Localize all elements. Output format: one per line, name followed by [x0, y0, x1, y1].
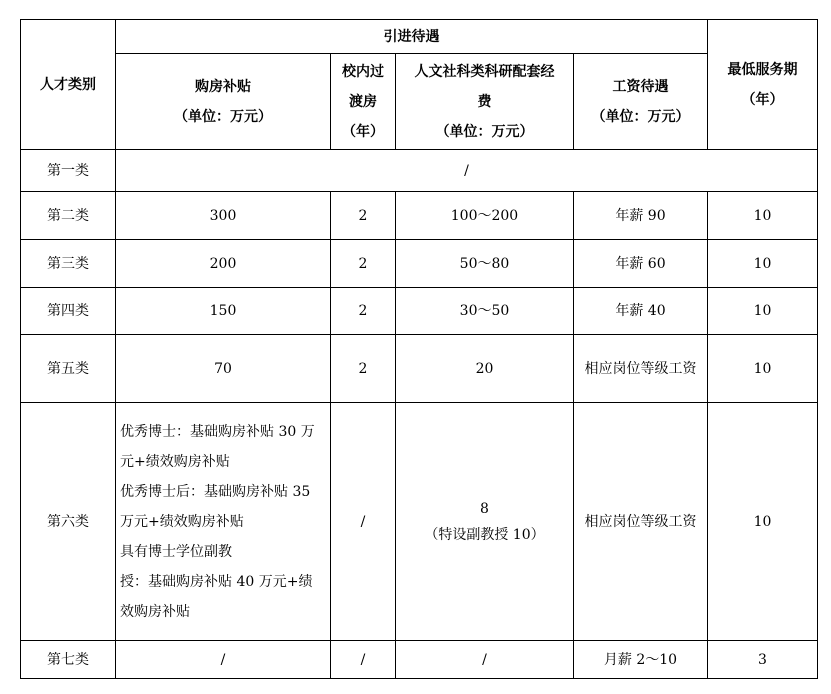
cell-category: 第二类	[21, 192, 116, 240]
cell-housing-subsidy: 300	[116, 192, 331, 240]
housing-subsidy-line: 授：基础购房补贴 40 万元+绩	[120, 573, 313, 590]
header-salary-title: 工资待遇	[612, 78, 669, 95]
table-row-category-5	[21, 335, 818, 403]
table-row-category-7	[21, 641, 818, 679]
cell-salary: 月薪 2～10	[574, 641, 708, 679]
housing-subsidy-line: 优秀博士后：基础购房补贴 35	[120, 483, 311, 500]
cell-transition-housing: 2	[331, 192, 396, 240]
cell-housing-subsidy: 150	[116, 288, 331, 335]
cell-transition-housing: 2	[331, 288, 396, 335]
table-row-category-1	[21, 150, 818, 192]
cell-research-funding: /	[396, 641, 574, 679]
header-service-period-unit: （年）	[741, 91, 784, 108]
cell-housing-subsidy: /	[116, 641, 331, 679]
housing-subsidy-line: 优秀博士：基础购房补贴 30 万	[120, 423, 315, 440]
table-row-category-3	[21, 240, 818, 288]
header-research-funding-title-line1: 人文社科类科研配套经	[414, 63, 555, 80]
cell-salary: 相应岗位等级工资	[574, 335, 708, 403]
cell-service-period: 10	[708, 403, 818, 641]
talent-benefits-table	[20, 19, 818, 679]
research-funding-line: （特设副教授 10）	[424, 526, 545, 543]
cell-research-funding: 100～200	[396, 192, 574, 240]
header-transition-housing-title-line2: 渡房	[349, 93, 377, 110]
cell-transition-housing: 2	[331, 335, 396, 403]
cell-category: 第三类	[21, 240, 116, 288]
header-housing-subsidy	[116, 54, 331, 150]
housing-subsidy-line: 效购房补贴	[120, 603, 190, 620]
cell-service-period: 10	[708, 288, 818, 335]
cell-housing-subsidy: 200	[116, 240, 331, 288]
header-transition-housing-title-line1: 校内过	[342, 63, 384, 80]
header-housing-subsidy-title: 购房补贴	[195, 78, 251, 95]
cell-salary: 相应岗位等级工资	[574, 403, 708, 641]
cell-salary: 年薪 90	[574, 192, 708, 240]
header-research-funding-title-line2: 费	[477, 93, 492, 110]
cell-category: 第七类	[21, 641, 116, 679]
cell-transition-housing: 2	[331, 240, 396, 288]
cell-category: 第五类	[21, 335, 116, 403]
research-funding-line: 8	[480, 500, 489, 517]
housing-subsidy-line: 元+绩效购房补贴	[120, 453, 230, 470]
header-salary	[574, 54, 708, 150]
cell-transition-housing: /	[331, 403, 396, 641]
cell-category: 第四类	[21, 288, 116, 335]
cell-service-period: 10	[708, 240, 818, 288]
header-research-funding	[396, 54, 574, 150]
cell-category: 第一类	[21, 150, 116, 192]
table-row-category-6	[21, 403, 818, 641]
header-service-period-title: 最低服务期	[727, 61, 798, 78]
housing-subsidy-line: 万元+绩效购房补贴	[120, 513, 244, 530]
cell-research-funding: 20	[396, 335, 574, 403]
cell-research-funding: 50～80	[396, 240, 574, 288]
cell-research-funding	[396, 403, 574, 641]
table-row-category-4	[21, 288, 818, 335]
header-service-period	[708, 20, 818, 150]
header-row-1	[21, 20, 818, 54]
header-talent-category: 人才类别	[21, 20, 116, 150]
cell-salary: 年薪 40	[574, 288, 708, 335]
header-housing-subsidy-unit: （单位：万元）	[174, 108, 272, 125]
header-transition-housing-unit: （年）	[342, 123, 384, 140]
cell-merged-value: /	[116, 150, 818, 192]
table-row-category-2	[21, 192, 818, 240]
header-research-funding-unit: （单位：万元）	[435, 123, 534, 140]
cell-housing-subsidy	[116, 403, 331, 641]
cell-housing-subsidy: 70	[116, 335, 331, 403]
cell-research-funding: 30～50	[396, 288, 574, 335]
header-transition-housing	[331, 54, 396, 150]
header-salary-unit: （单位：万元）	[591, 108, 690, 125]
header-benefits-group: 引进待遇	[116, 20, 708, 54]
cell-service-period: 10	[708, 192, 818, 240]
housing-subsidy-line: 具有博士学位副教	[120, 543, 232, 560]
cell-transition-housing: /	[331, 641, 396, 679]
cell-service-period: 10	[708, 335, 818, 403]
header-row-2	[21, 54, 818, 150]
cell-category: 第六类	[21, 403, 116, 641]
cell-service-period: 3	[708, 641, 818, 679]
cell-salary: 年薪 60	[574, 240, 708, 288]
